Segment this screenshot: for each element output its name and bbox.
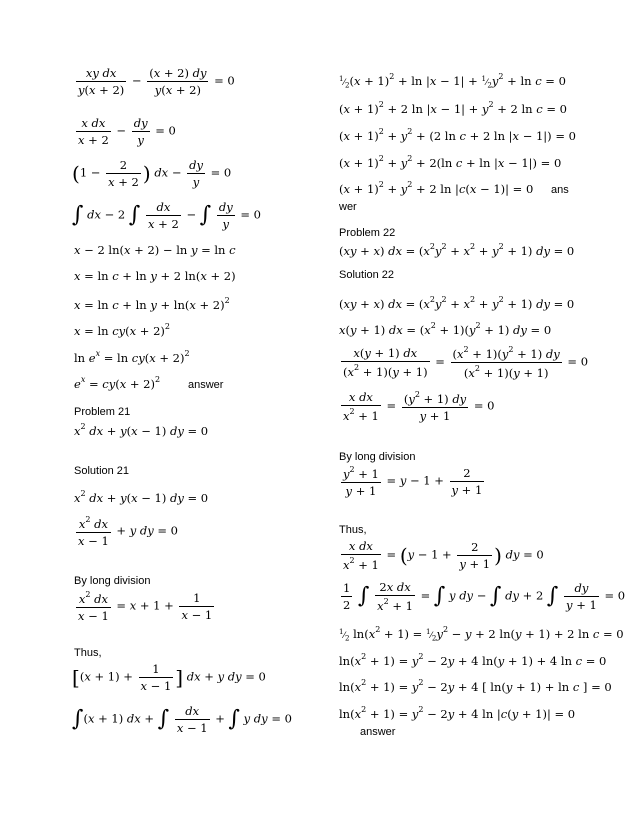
equation: $\ln e^x = \ln cy(x + 2)^2$ [74, 349, 190, 365]
equation: $x^2$ dx + y(x − 1) dy = 0 [74, 489, 209, 505]
long-division-label: By long division [339, 451, 416, 463]
equation: $(x + 1)^2 + y^2 + 2$ ln |c(x − 1)| = 0 [339, 180, 534, 196]
equation: [(x + 1) + $\frac{1}{x - 1}$ ] dx + y dy = 0 [72, 662, 266, 693]
equation: x(y + 1) dx = $(x^2 + 1)(y^2 + 1)$ dy = 0 [339, 321, 552, 337]
equation: $\frac{\text{x dx}}{x + 2}$ − $\frac{dy}{y}$ = 0 [78, 116, 176, 147]
equation: $x = \ln c + \ln y + \ln(x + 2)^2$ [74, 296, 230, 312]
equation: $\ln(x^2 + 1) = y^2 - 2y + 4$ ln |c(y + 1)| = 0 [339, 705, 576, 721]
equation: $(x + 1)^2 + 2$ $\ln |x - 1| + y^2 + 2$ ln c = 0 [339, 100, 567, 116]
answer-label: ans [551, 184, 569, 196]
equation: $\frac{x^2 dx}{x - 1}$ + y dy = 0 [78, 515, 178, 548]
thus-label: Thus, [74, 647, 102, 659]
problem-21-title: Problem 21 [74, 406, 131, 418]
equation: $(x + 1)^2 + y^2 + 2(\ln$ c + ln |x − 1|) = 0 [339, 154, 562, 170]
equation: $x^2$ dx + y(x − 1) dy = 0 [74, 422, 209, 438]
equation: $\ln(x^2 + 1) = y^2 - 2y + 4$ ln(y + 1) + 4 ln c = 0 [339, 652, 607, 668]
equation: (1 − $\frac{2}{x + 2}$ ) dx − $\frac{dy}{y}$ = 0 [72, 158, 232, 189]
equation: $x = \ln cy(x + 2)^2$ [74, 322, 170, 338]
answer-label: answer [360, 726, 396, 738]
equation: ∫(x + 1) dx + ∫ $\frac{dx}{x - 1}$ + ∫ y dy = 0 [72, 704, 292, 735]
equation: $\frac{x^2 dx}{x - 1}$ = x + 1 + $\frac{1}{x - 1}$ [78, 590, 213, 623]
long-division-label: By long division [74, 575, 151, 587]
equation: $\frac{y^2 + 1}{y + 1}$ = y − 1 + $\frac{2}{y + 1}$ [343, 465, 483, 498]
equation: x = ln c + ln y + 2 ln(x + 2) [74, 269, 236, 283]
equation: $(x + 1)^2 + y^2 + (2$ ln c + 2 ln |x − 1|) = 0 [339, 127, 576, 143]
equation: (xy + x) dx = $(x^2y^2 + x^2 + y^2 + 1)$ dy = 0 [339, 295, 575, 311]
equation: $\frac{x(y + 1) dx}{(x^2 + 1)(y + 1)}$ = $\frac{(x^2 + 1)(y^2 + 1) dy}{(x^2 + 1)(y + 1)}$ = 0 [343, 345, 589, 380]
answer-label: answer [188, 379, 224, 391]
equation: $^1⁄_2(x + 1)^2 + \ln |x - 1|$ + $^1⁄_2y^2 + \ln c = 0$ [339, 72, 566, 90]
equation: $\frac{\text{x dx}}{x^2 + 1}$ = $\frac{(y^2 + 1) dy}{y + 1}$ = 0 [343, 390, 495, 423]
equation: $\ln(x^2 + 1) = y^2 - 2y + 4$ [ ln(y + 1) + ln c ] = 0 [339, 678, 612, 694]
equation: $e^x = cy(x + 2)^2$ [74, 375, 161, 391]
solution-21-title: Solution 21 [74, 465, 130, 477]
equation: x − 2 ln(x + 2) − ln y = ln c [74, 243, 236, 257]
equation: $\frac{\text{xy dx}}{y(x + 2)}$ − $\frac{(x + 2) dy}{y(x + 2)}$ = 0 [78, 66, 235, 97]
thus-label: Thus, [339, 524, 367, 536]
equation: (xy + x) dx = $(x^2y^2 + x^2 + y^2 + 1)$ dy = 0 [339, 242, 575, 258]
equation: ∫ dx − 2 ∫ $\frac{dx}{x + 2}$ − ∫ $\frac{dy}{y}$ = 0 [72, 200, 261, 231]
solution-22-title: Solution 22 [339, 269, 395, 281]
equation: $\frac{\text{x dx}}{x^2 + 1}$ = (y − 1 + $\frac{2}{y + 1}$ ) dy = 0 [343, 539, 544, 572]
answer-label: wer [339, 201, 357, 213]
equation: $\frac{1}{2}$ ∫ $\frac{\text{2x dx}}{x^2 + 1}$ = ∫ y dy − ∫ dy + 2 ∫ $\frac{dy}{y + 1}$ = 0 [343, 580, 626, 613]
equation: $^1⁄_2$ $\ln(x^2 + 1)$ = $^1⁄_2y^2 - y + 2$ ln(y + 1) + 2 ln c = 0 [339, 625, 624, 643]
problem-22-title: Problem 22 [339, 227, 396, 239]
